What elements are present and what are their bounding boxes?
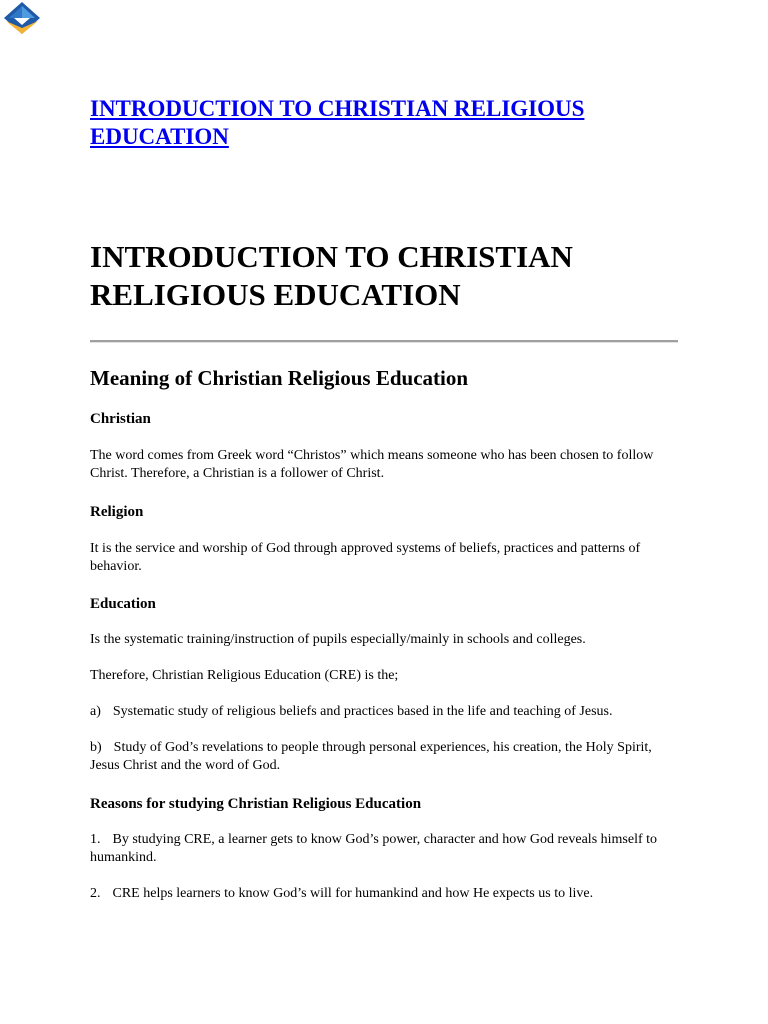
diamond-logo-icon <box>0 0 44 36</box>
list-item-text: Study of God’s revelations to people through personal experiences, his creation, the Holy Spirit, Jesus Christ and the word of God. <box>90 740 652 773</box>
title-link[interactable]: INTRODUCTION TO CHRISTIAN RELIGIOUS EDUCATION <box>90 96 585 149</box>
subheading-education: Education <box>90 596 156 612</box>
christian-paragraph: The word comes from Greek word “Christos” which means someone who has been chosen to follow Christ. Therefore, a Christian is a follower of Christ. <box>90 448 654 481</box>
religion-paragraph: It is the service and worship of God through approved systems of beliefs, practices and patterns of behavior. <box>90 541 641 574</box>
list-item-text: Systematic study of religious beliefs and practices based in the life and teaching of Jesus. <box>112 704 613 719</box>
subheading-christian: Christian <box>90 411 151 427</box>
document-title: INTRODUCTION TO CHRISTIAN RELIGIOUS EDUCATION <box>90 239 573 312</box>
reason-item-1 <box>90 831 675 867</box>
list-item-text: CRE helps learners to know God’s will for humankind and how He expects us to live. <box>112 886 594 901</box>
subheading-reasons: Reasons for studying Christian Religious Education <box>90 796 422 812</box>
list-marker: b) <box>90 740 102 755</box>
definition-item-a <box>90 703 675 721</box>
list-marker: a) <box>90 704 101 719</box>
definition-item-b <box>90 739 675 775</box>
horizontal-rule <box>90 340 678 343</box>
subheading-religion: Religion <box>90 504 144 520</box>
list-marker: 1. <box>90 832 101 847</box>
list-item-text: By studying CRE, a learner gets to know God’s power, character and how God reveals himself to humankind. <box>90 832 658 865</box>
therefore-paragraph: Therefore, Christian Religious Education (CRE) is the; <box>90 668 399 683</box>
education-paragraph: Is the systematic training/instruction of pupils especially/mainly in schools and colleges. <box>90 632 586 647</box>
list-marker: 2. <box>90 886 101 901</box>
reason-item-2 <box>90 885 675 903</box>
section-heading: Meaning of Christian Religious Education <box>90 366 469 390</box>
